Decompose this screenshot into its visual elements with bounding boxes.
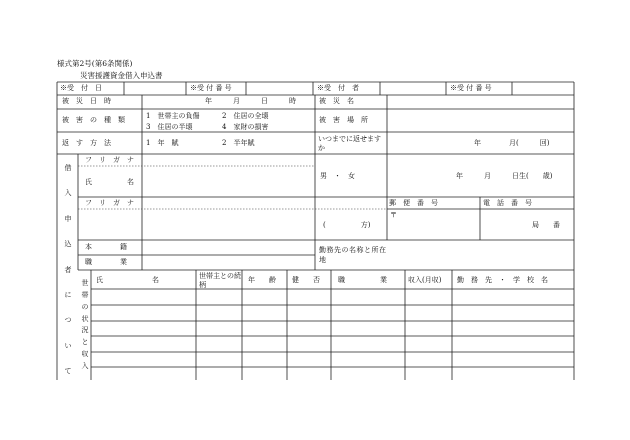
birth-date-field: 年 月 日生( 歳) (456, 172, 553, 180)
damage-option-1: 1 世帯主の負傷 (146, 112, 200, 120)
damage-place-label: 被 害 場 所 (319, 116, 368, 124)
gender-field: 男 ・ 女 (320, 172, 355, 180)
domicile-label: 本 籍 (85, 243, 127, 251)
damage-option-2: 2 住居の全壊 (222, 112, 269, 120)
damage-option-4: 4 家財の損害 (222, 123, 269, 131)
postal-code-label: 郵 便 番 号 (389, 199, 438, 207)
repay-option-yearly: 1 年 賦 (146, 139, 179, 147)
form-title: 災害援護資金借入申込書 (80, 71, 163, 80)
furigana-address-label: フ リ ガ ナ (85, 199, 134, 207)
workplace-label: 勤務先の名称と所在地 (319, 246, 387, 265)
household-side-label: 世 帯 の 状 況 と 収 入 (81, 279, 89, 370)
phone-number-label: 電 話 番 号 (483, 199, 532, 207)
household-col-name: 氏 名 (96, 276, 159, 284)
household-col-job: 職 業 (338, 276, 387, 284)
occupation-label: 職 業 (85, 258, 127, 266)
damage-type-label: 被 害 の 種 類 (62, 116, 125, 124)
disaster-name-label: 被 災 名 (319, 97, 354, 105)
repay-until-value: 年 月( 回) (474, 139, 550, 147)
repay-until-label: いつまでに返せますか (318, 135, 381, 153)
receipt-number-label: ※受 付 番 号 (190, 84, 232, 92)
repay-option-halfyear: 2 半年賦 (222, 139, 255, 147)
household-col-income: 収入(月収) (408, 276, 442, 284)
furigana-label: フ リ ガ ナ (85, 156, 134, 164)
household-col-age: 年 齢 (248, 276, 276, 284)
household-col-health: 健 否 (292, 276, 320, 284)
applicant-side-label: 借 入 申 込 者 に つ い て (64, 164, 72, 375)
disaster-date-value: 年 月 日 時 (205, 97, 296, 105)
disaster-date-label: 被 災 日 時 (62, 97, 111, 105)
receipt-number2-label: ※受 付 番 号 (450, 84, 492, 92)
household-col-school: 勤 務 先 ・ 学 校 名 (457, 276, 548, 284)
damage-option-3: 3 住居の半壊 (146, 123, 193, 131)
postal-mark: 〒 (390, 211, 397, 219)
repay-method-label: 返 す 方 法 (62, 139, 111, 147)
receipt-date-label: ※受 付 日 (60, 84, 102, 92)
receiver-label: ※受 付 者 (317, 84, 359, 92)
address-care-of: ( 方) (323, 221, 371, 229)
form-number: 様式第2号(第6条関係) (57, 59, 133, 68)
name-label: 氏 名 (85, 178, 134, 186)
phone-exchange-unit: 局 番 (532, 221, 560, 229)
household-col-relation: 世帯主との続柄 (199, 272, 241, 289)
